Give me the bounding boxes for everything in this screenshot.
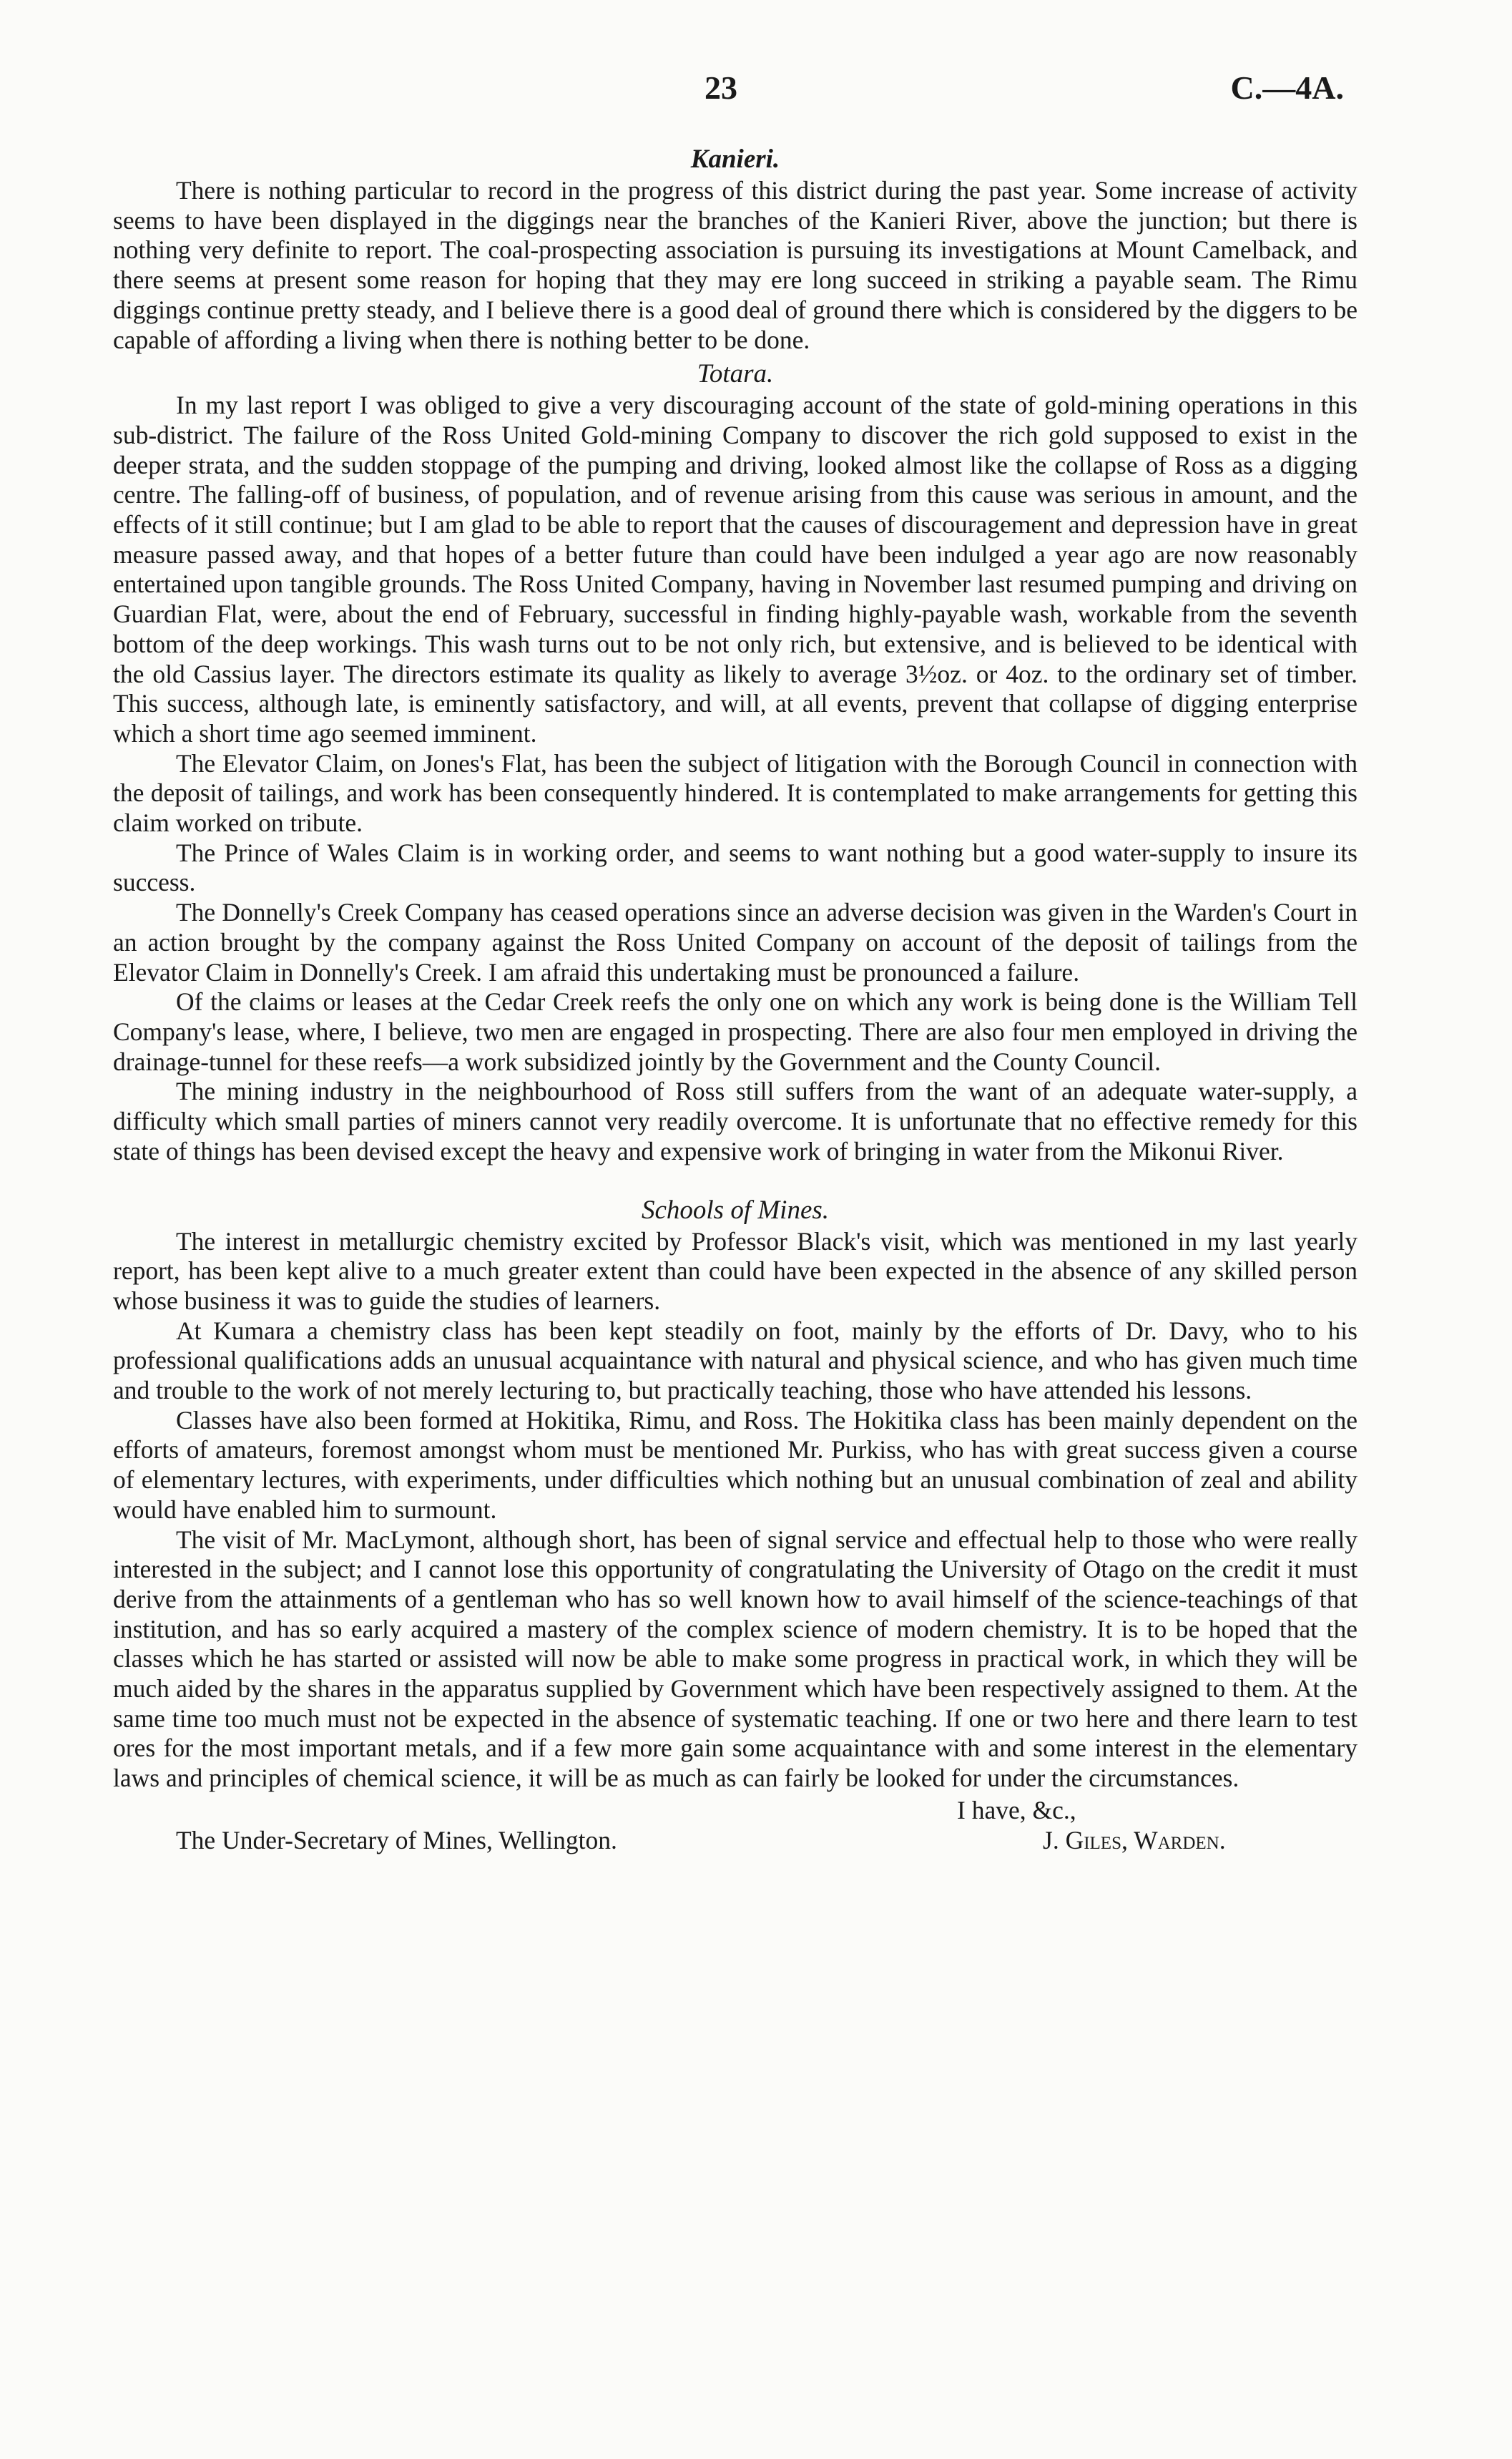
letter-closing (113, 1795, 1358, 1858)
paragraph: In my last report I was obliged to give a very discouraging account of the state of gold-mining operations in this sub-district. The failure of the Ross United Gold-mining Company to discover the rich gold supposed to exist in the deeper strata, and the sudden stoppage of the pumping and driving, looked almost like the collapse of Ross as a digging centre. The falling-off of business, of population, and of revenue arising from this cause was serious in amount, and the effects of it still continue; but I am glad to be able to report that the causes of discouragement and depression have in great measure passed away, and that hopes of a better future than could have been indulged a year ago are now reasonably entertained upon tangible grounds. The Ross United Company, having in November last resumed pumping and driving on Guardian Flat, were, about the end of February, successful in finding highly-payable wash, workable from the seventh bottom of the deep workings. This wash turns out to be not only rich, but extensive, and is believed to be identical with the old Cassius layer. The directors estimate its quality as likely to average 3½oz. or 4oz. to the ordinary set of timber. This success, although late, is eminently satisfactory, and will, at all events, prevent that collapse of digging enterprise which a short time ago seemed imminent. (113, 391, 1358, 748)
paragraph: At Kumara a chemistry class has been kept steadily on foot, mainly by the efforts of Dr. Davy, who to his professional qualifications adds an unusual acquaintance with natural and physical science, and who has given much time and trouble to the work of not merely lecturing to, but practically teaching, those who have attended his lessons. (113, 1316, 1358, 1405)
paragraph: Classes have also been formed at Hokitika, Rimu, and Ross. The Hokitika class has been mainly dependent on the efforts of amateurs, foremost amongst whom must be mentioned Mr. Purkiss, who has with great success given a course of elementary lectures, with experiments, under difficulties which nothing but an unusual combination of zeal and ability would have enabled him to surmount. (113, 1405, 1358, 1524)
section-heading-totara: Totara. (697, 359, 774, 389)
paragraph: The mining industry in the neighbourhood of Ross still suffers from the want of an adequate water-supply, a difficulty which small parties of miners cannot very readily overcome. It is unfortunate that no effective remedy for this state of things has been devised except the heavy and expensive work of bringing in water from the Mikonui River. (113, 1077, 1358, 1165)
section-heading-schools-of-mines: Schools of Mines. (641, 1195, 830, 1225)
paragraph: The Prince of Wales Claim is in working order, and seems to want nothing but a good water-supply to insure its success. (113, 838, 1358, 897)
paragraph: The Elevator Claim, on Jones's Flat, has been the subject of litigation with the Borough Council in connection with the deposit of tailings, and work has been consequently hindered. It is contemplated to make arrangements for getting this claim worked on tribute. (113, 748, 1358, 838)
page-body (113, 140, 1358, 1858)
paragraph: Of the claims or leases at the Cedar Creek reefs the only one on which any work is being done is the William Tell Company's lease, where, I believe, two men are engaged in prospecting. There are also four men employed in driving the drainage-tunnel for these reefs—a work subsidized jointly by the Government and the County Council. (113, 987, 1358, 1076)
section-heading-kanieri: Kanieri. (690, 145, 780, 174)
page-number: 23 (705, 69, 737, 106)
signature: J. Giles, Warden. (1043, 1825, 1226, 1854)
sign-off: I have, &c., (957, 1795, 1076, 1824)
page-header (0, 69, 1512, 112)
document-reference: C.—4A. (1230, 69, 1344, 106)
paragraph: The Donnelly's Creek Company has ceased operations since an adverse decision was given in the Warden's Court in an action brought by the company against the Ross United Company on account of the deposit of tailings from the Elevator Claim in Donnelly's Creek. I am afraid this undertaking must be pronounced a failure. (113, 898, 1358, 987)
paragraph: The visit of Mr. MacLymont, although short, has been of signal service and effectual help to those who were really interested in the subject; and I cannot lose this opportunity of congratulating the University of Otago on the credit it must derive from the attainments of a gentleman who has so well known how to avail himself of the science-teachings of that institution, and has so early acquired a mastery of the complex science of modern chemistry. It is to be hoped that the classes which he has started or assisted will now be able to make some progress in practical work, in which they will be much aided by the shares in the apparatus supplied by Government which have been respectively assigned to them. At the same time too much must not be expected in the absence of systematic teaching. If one or two here and there learn to test ores for the most important metals, and if a few more gain some acquaintance with and some interest in the elementary laws and principles of chemical science, it will be as much as can fairly be looked for under the circumstances. (113, 1525, 1358, 1793)
paragraph: The interest in metallurgic chemistry excited by Professor Black's visit, which was mentioned in my last yearly report, has been kept alive to a much greater extent than could have been expected in the absence of any skilled person whose business it was to guide the studies of learners. (113, 1226, 1358, 1315)
addressee: The Under-Secretary of Mines, Wellington. (176, 1825, 617, 1854)
paragraph: There is nothing particular to record in the progress of this district during the past year. Some increase of activity seems to have been displayed in the diggings near the branches of the Kanieri River, above the junction; but there is nothing very definite to report. The coal-prospecting association is pursuing its investigations at Mount Camelback, and there seems at present some reason for hoping that they may ere long succeed in striking a payable seam. The Rimu diggings continue pretty steady, and I believe there is a good deal of ground there which is considered by the diggers to be capable of affording a living when there is nothing better to be done. (113, 176, 1358, 354)
